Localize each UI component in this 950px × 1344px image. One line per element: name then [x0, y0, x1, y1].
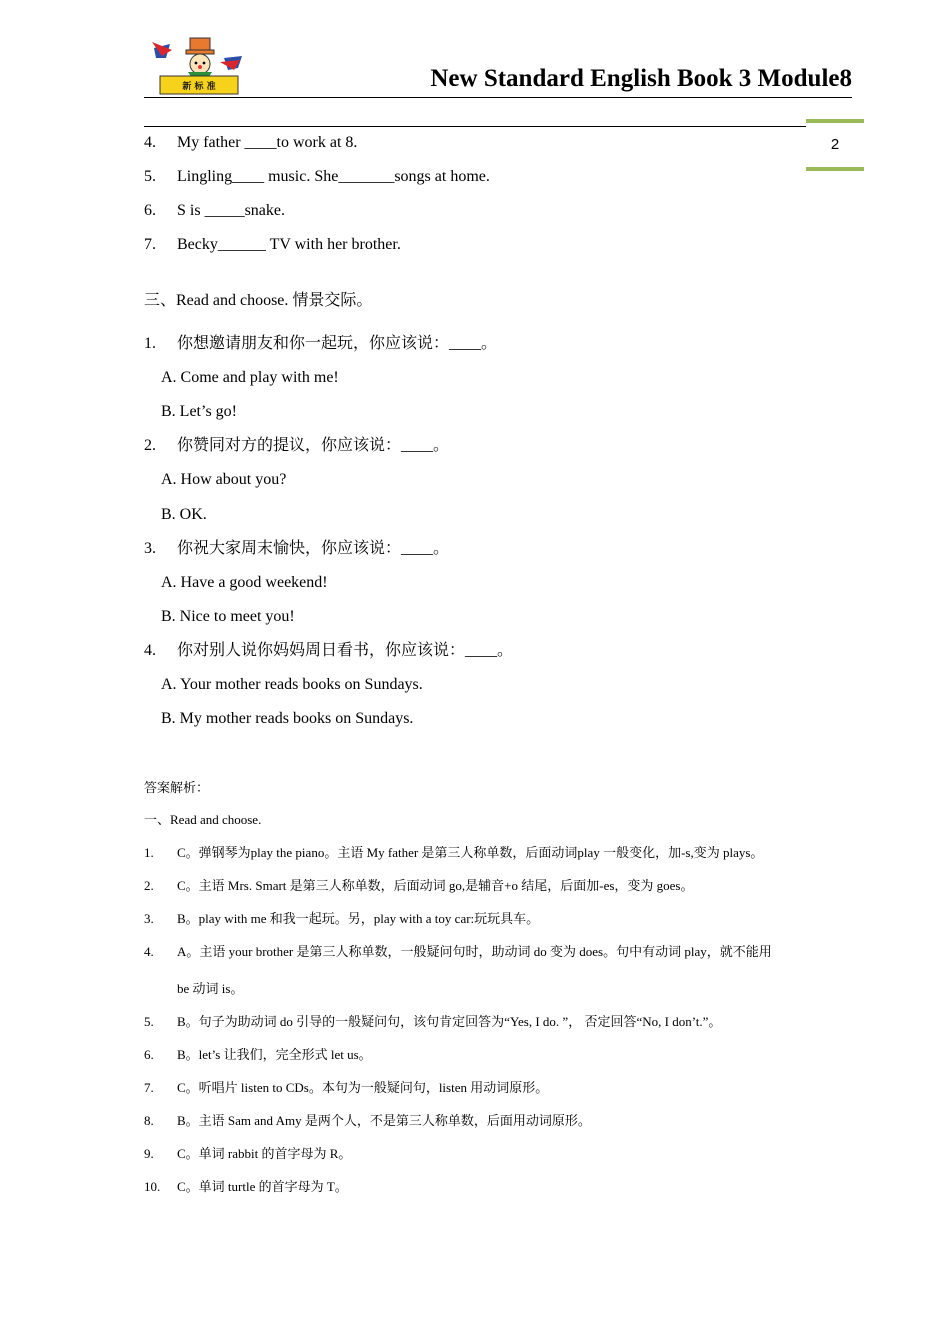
question-number: 2. — [144, 437, 156, 454]
answer-number: 8. — [144, 1113, 154, 1128]
answer-number: 9. — [144, 1146, 154, 1161]
option-b: B. Let’s go! — [161, 403, 237, 420]
answers-heading: 答案解析： — [144, 780, 210, 795]
answer-text: C。听唱片 listen to CDs。本句为一般疑问句，listen 用动词原形。 — [177, 1080, 549, 1095]
content-divider — [144, 126, 806, 127]
answer-number: 4. — [144, 944, 154, 959]
fill-item-number: 6. — [144, 202, 156, 219]
answer-text: B。主语 Sam and Amy 是两个人，不是第三人称单数，后面用动词原形。 — [177, 1113, 591, 1128]
fill-item-number: 5. — [144, 168, 156, 185]
logo-text: 新 标 准 — [182, 82, 216, 92]
question-text: 你祝大家周末愉快，你应该说：____。 — [177, 540, 450, 557]
answer-text: B。play with me 和我一起玩。另，play with a toy car:玩玩具车。 — [177, 911, 540, 926]
answer-number: 3. — [144, 911, 154, 926]
answer-text: C。主语 Mrs. Smart 是第三人称单数，后面动词 go,是辅音+o 结尾，后面加-es，变为 goes。 — [177, 878, 694, 893]
fill-item-number: 7. — [144, 236, 156, 253]
question-text: 你对别人说你妈妈周日看书，你应该说：____。 — [177, 642, 514, 659]
question-number: 1. — [144, 335, 156, 352]
publisher-logo — [150, 36, 244, 96]
answer-text: B。let’s 让我们，完全形式 let us。 — [177, 1047, 372, 1062]
fill-item-text: S is _____snake. — [177, 202, 285, 219]
fill-item-number: 4. — [144, 134, 156, 151]
fill-item-text: Becky______ TV with her brother. — [177, 236, 401, 253]
header-divider — [144, 97, 852, 98]
fill-item-text: Lingling____ music. She_______songs at home. — [177, 168, 490, 185]
answer-number: 7. — [144, 1080, 154, 1095]
option-a: A. Come and play with me! — [161, 369, 339, 386]
answer-number: 6. — [144, 1047, 154, 1062]
section-heading: 三、Read and choose. 情景交际。 — [144, 292, 373, 309]
option-a: A. Your mother reads books on Sundays. — [161, 676, 423, 693]
question-number: 4. — [144, 642, 156, 659]
page-tab-bottom-bar — [806, 167, 864, 171]
option-b: B. My mother reads books on Sundays. — [161, 710, 414, 727]
fill-item-text: My father ____to work at 8. — [177, 134, 358, 151]
page-number: 2 — [830, 136, 840, 153]
answer-text: B。句子为助动词 do 引导的一般疑问句，该句肯定回答为“Yes, I do. ”， 否定回答“No, I don’t.”。 — [177, 1014, 722, 1029]
question-text: 你想邀请朋友和你一起玩，你应该说：____。 — [177, 335, 498, 352]
answer-number: 2. — [144, 878, 154, 893]
option-b: B. OK. — [161, 506, 207, 523]
page-tab-top-bar — [806, 119, 864, 123]
option-a: A. How about you? — [161, 471, 287, 488]
answers-subheading: 一、Read and choose. — [144, 812, 262, 827]
option-a: A. Have a good weekend! — [161, 574, 328, 591]
header-title: New Standard English Book 3 Module8 — [430, 65, 852, 92]
answer-text: A。主语 your brother 是第三人称单数，一般疑问句时，助动词 do 变为 does。句中有动词 play，就不能用 — [177, 944, 772, 959]
answer-number: 1. — [144, 845, 154, 860]
answer-number: 10. — [144, 1179, 161, 1194]
question-number: 3. — [144, 540, 156, 557]
answer-text: C。单词 turtle 的首字母为 T。 — [177, 1179, 348, 1194]
answer-number: 5. — [144, 1014, 154, 1029]
option-b: B. Nice to meet you! — [161, 608, 295, 625]
question-text: 你赞同对方的提议，你应该说：____。 — [177, 437, 450, 454]
answer-text: C。弹钢琴为play the piano。主语 My father 是第三人称单数，后面动词play 一般变化，加-s,变为 plays。 — [177, 845, 764, 860]
answer-text: C。单词 rabbit 的首字母为 R。 — [177, 1146, 352, 1161]
answer-text-continuation: be 动词 is。 — [177, 981, 244, 996]
